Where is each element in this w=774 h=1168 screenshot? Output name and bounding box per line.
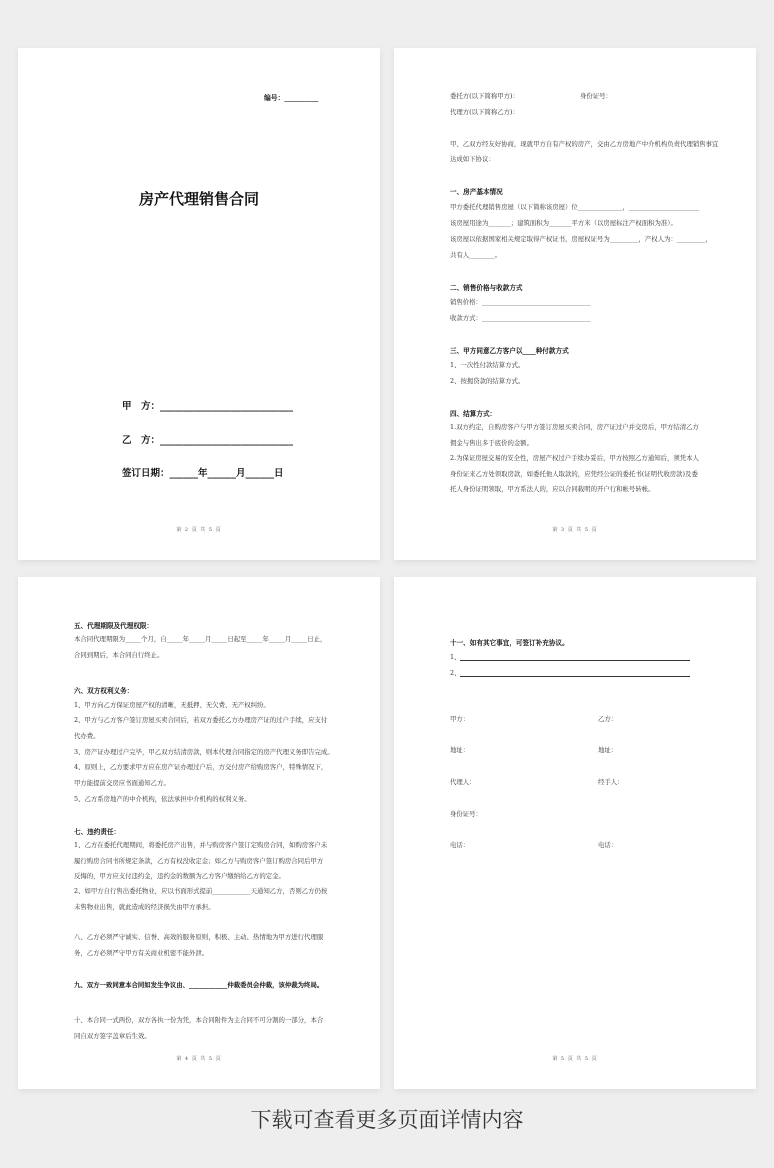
page-number: 第 2 页 共 5 页 xyxy=(176,527,222,533)
section-3-line: 2、按揭贷款的结算方式。 xyxy=(450,377,525,385)
section-4-paragraph: 2.为保证房屋交易的安全性，房屋产权过户手续办妥后，甲方按照乙方通知后，须凭本人身份证来乙方处领取房款，如委托他人取款的，应凭经公证的委托书(证明代收房款)及委托人身份证明领取，甲方系法人的，应以合同载明的开户行和帐号转帐。 xyxy=(450,454,699,493)
agent-label: 代理方(以下简称乙方)： xyxy=(450,108,519,116)
phone-label: 电话： xyxy=(450,841,470,849)
section-1-line: 共有人________。 xyxy=(450,251,502,259)
section-9-paragraph: 九、双方一致同意本合同如发生争议由、____________仲裁委员会仲裁，该仲裁为终局。 xyxy=(74,981,324,989)
section-5-paragraph: 本合同代理期限为_____个月，自_____年_____月_____日起至_____年_____月_____日止，合同到期后，本合同自行终止。 xyxy=(74,635,327,659)
party-a-line: 甲 方：____________________________ xyxy=(122,401,294,412)
supplement-item-number: 1、 xyxy=(450,653,461,661)
address-label: 地址： xyxy=(598,746,618,754)
sale-price-line: 销售价格：__________________________________ xyxy=(450,298,591,306)
section-7-paragraph: 2、如甲方自行售出委托物业，应以书面形式提前____________天通知乙方，否则乙方仍按未售物业出售，就此造成的经济损失由甲方承担。 xyxy=(74,887,328,911)
section-1-line: 该房屋用途为_______；建筑面积为_______平方米（以房屋标注产权面积为准）。 xyxy=(450,219,677,227)
section-1-title: 一、房产基本情况 xyxy=(450,188,503,196)
sign-date-line: 签订日期：______年______月______日 xyxy=(122,468,284,479)
section-8-paragraph: 八、乙方必须严守诚实、信誉、高效的服务原则，积极、主动、热情地为甲方进行代理服务，乙方必须严守甲方有关商业机密不能外泄。 xyxy=(74,933,324,957)
party-a-label: 甲方： xyxy=(450,715,470,723)
section-3-title: 三、甲方同意乙方客户以____种付款方式 xyxy=(450,347,569,355)
party-b-label: 乙方： xyxy=(598,715,618,723)
supplement-line xyxy=(460,676,690,677)
section-5-title: 五、代理期限及代理权限： xyxy=(74,622,154,630)
supplement-line xyxy=(460,660,690,661)
section-11-title: 十一、如有其它事宜，可签订补充协议。 xyxy=(450,639,569,647)
handler-label: 经手人： xyxy=(598,778,624,786)
section-1-line: 该房屋以依据国家相关规定取得产权证书，房屋权证号为_________，产权人为：_________， xyxy=(450,235,713,243)
section-4-title: 四、结算方式： xyxy=(450,410,497,418)
page-number: 第 5 页 共 5 页 xyxy=(552,1056,598,1062)
contract-title: 房产代理销售合同 xyxy=(138,190,259,208)
party-b-line: 乙 方：____________________________ xyxy=(122,435,294,446)
contract-page-signatures xyxy=(394,577,756,1089)
section-7-paragraph: 1、乙方在委托代理期间，将委托房产出售，并与购房客户签订定购房合同，如购房客户未履行购房合同书所规定条款，乙方有权没收定金；如乙方与购房客户签订购房合同后甲方反悔的，甲方应支付违约金，违约金的数额为乙方客户缴纳给乙方的定金。 xyxy=(74,841,328,880)
section-10-paragraph: 十、本合同一式两份，双方各执一份为凭，本合同附件为主合同不可分割的一部分，本合同自双方签字盖章后生效。 xyxy=(74,1016,324,1040)
id-number-label: 身份证号： xyxy=(450,810,482,818)
section-3-line: 1、一次性付款结算方式。 xyxy=(450,361,525,369)
section-6-line: 3、房产证办理过户完毕，甲乙双方结清房款，则本代理合同指定的房产代理义务即告完成。 xyxy=(74,748,334,756)
contract-page-terms-1 xyxy=(394,48,756,560)
phone-label: 电话： xyxy=(598,841,618,849)
payment-method-line: 收款方式：__________________________________ xyxy=(450,314,591,322)
intro-text-2: 达成如下协议： xyxy=(450,155,495,163)
section-1-line: 甲方委托代理销售房屋（以下简称该房屋）位______________，______________________ xyxy=(450,203,700,211)
agent-rep-label: 代理人： xyxy=(450,778,476,786)
section-6-line: 2、甲方与乙方客户签订房屋买卖合同后，若双方委托乙方办理房产证的过户手续，应支付代办费。 xyxy=(74,716,328,740)
contract-page-terms-2 xyxy=(18,577,380,1089)
section-6-title: 六、双方权利义务： xyxy=(74,687,134,695)
download-more-caption: 下载可查看更多页面详情内容 xyxy=(250,1108,524,1132)
section-4-paragraph: 1.双方约定，自购房客户与甲方签订房屋买卖合同，房产证过户并交房后，甲方结清乙方佣金与售出多于底价的金额。 xyxy=(450,423,699,447)
section-2-title: 二、销售价格与收款方式 xyxy=(450,284,523,292)
section-6-line: 5、乙方系房地产的中介机构，依法承担中介机构的权利义务。 xyxy=(74,795,251,803)
principal-label: 委托方(以下简称甲方)： xyxy=(450,92,519,100)
section-6-line: 4、原则上，乙方要求甲方应在房产证办理过户后，方交付房产给购房客户，特殊情况下，甲方能提前交房应书面通知乙方。 xyxy=(74,763,328,787)
address-label: 地址： xyxy=(450,746,470,754)
page-number: 第 4 页 共 5 页 xyxy=(176,1056,222,1062)
section-7-title: 七、违约责任： xyxy=(74,828,121,836)
id-number-label: 身份证号： xyxy=(580,92,612,100)
contract-number: 编号：__________ xyxy=(264,94,319,102)
supplement-item-number: 2、 xyxy=(450,669,461,677)
intro-text: 甲、乙双方经友好协商，现就甲方自有产权的房产，交由乙方房地产中介机构负责代理销售事宜 xyxy=(450,140,719,148)
page-number: 第 3 页 共 5 页 xyxy=(552,527,598,533)
section-6-line: 1、甲方向乙方保证房屋产权的清晰，无抵押、无欠费、无产权纠纷。 xyxy=(74,701,270,709)
contract-page-cover xyxy=(18,48,380,560)
